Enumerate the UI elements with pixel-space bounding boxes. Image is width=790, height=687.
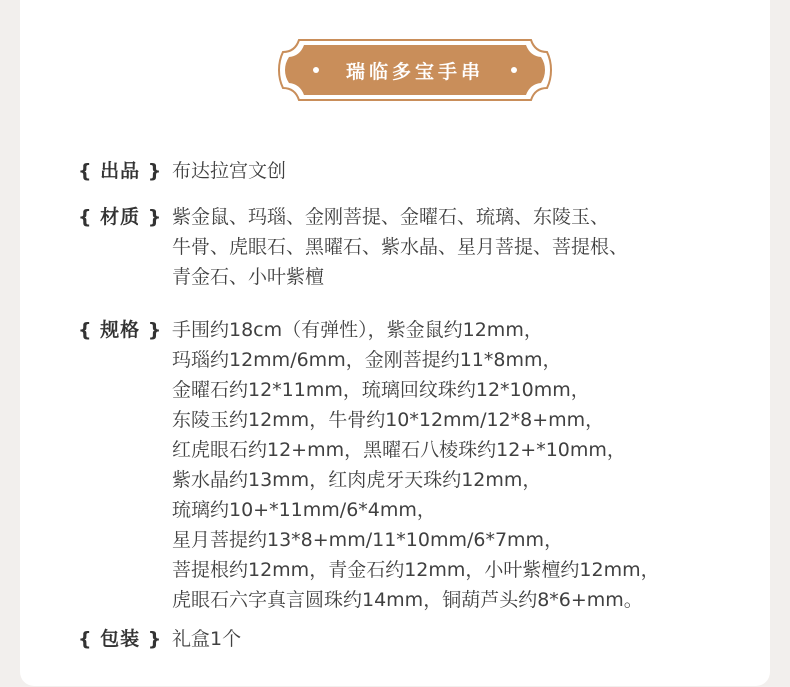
spec-line: 牛骨、虎眼石、黑曜石、紫水晶、星月菩提、菩提根、 [172, 236, 629, 258]
spec-line: 星月菩提约13*8+mm/11*10mm/6*7mm， [172, 529, 564, 551]
spec-value [172, 624, 742, 654]
spec-value [172, 156, 742, 186]
spec-line: 青金石、小叶紫檀 [172, 266, 325, 288]
spec-line: 金曜石约12*11mm，琉璃回纹珠约12*10mm， [172, 379, 590, 401]
spec-label: { 材质 } [78, 206, 163, 228]
spec-line: 红虎眼石约12+mm，黑曜石八棱珠约12+*10mm， [172, 439, 626, 461]
spec-line: 布达拉宫文创 [172, 160, 287, 182]
spec-label: { 出品 } [78, 160, 163, 182]
spec-line: 玛瑙约12mm/6mm，金刚菩提约11*8mm， [172, 349, 562, 371]
spec-line: 礼盒1个 [172, 628, 242, 650]
spec-value [172, 202, 742, 292]
section-title-banner [277, 38, 553, 102]
spec-line: 紫金鼠、玛瑙、金刚菩提、金曜石、琉璃、东陵玉、 [172, 206, 610, 228]
spec-label: { 包装 } [78, 628, 163, 650]
spec-line: 紫水晶约13mm，红肉虎牙天珠约12mm， [172, 469, 542, 491]
banner-dot-right [511, 67, 517, 73]
spec-line: 菩提根约12mm，青金石约12mm，小叶紫檀约12mm， [172, 559, 660, 581]
spec-value [172, 315, 742, 615]
spec-label: { 规格 } [78, 319, 163, 341]
spec-line: 手围约18cm（有弹性），紫金鼠约12mm， [172, 319, 543, 341]
banner-title: 瑞临多宝手串 [345, 60, 484, 83]
spec-line: 琉璃约10+*11mm/6*4mm， [172, 499, 436, 521]
spec-line: 东陵玉约12mm，牛骨约10*12mm/12*8+mm， [172, 409, 605, 431]
product-spec-card [20, 0, 770, 686]
spec-line: 虎眼石六字真言圆珠约14mm，铜葫芦头约8*6+mm。 [172, 589, 643, 611]
